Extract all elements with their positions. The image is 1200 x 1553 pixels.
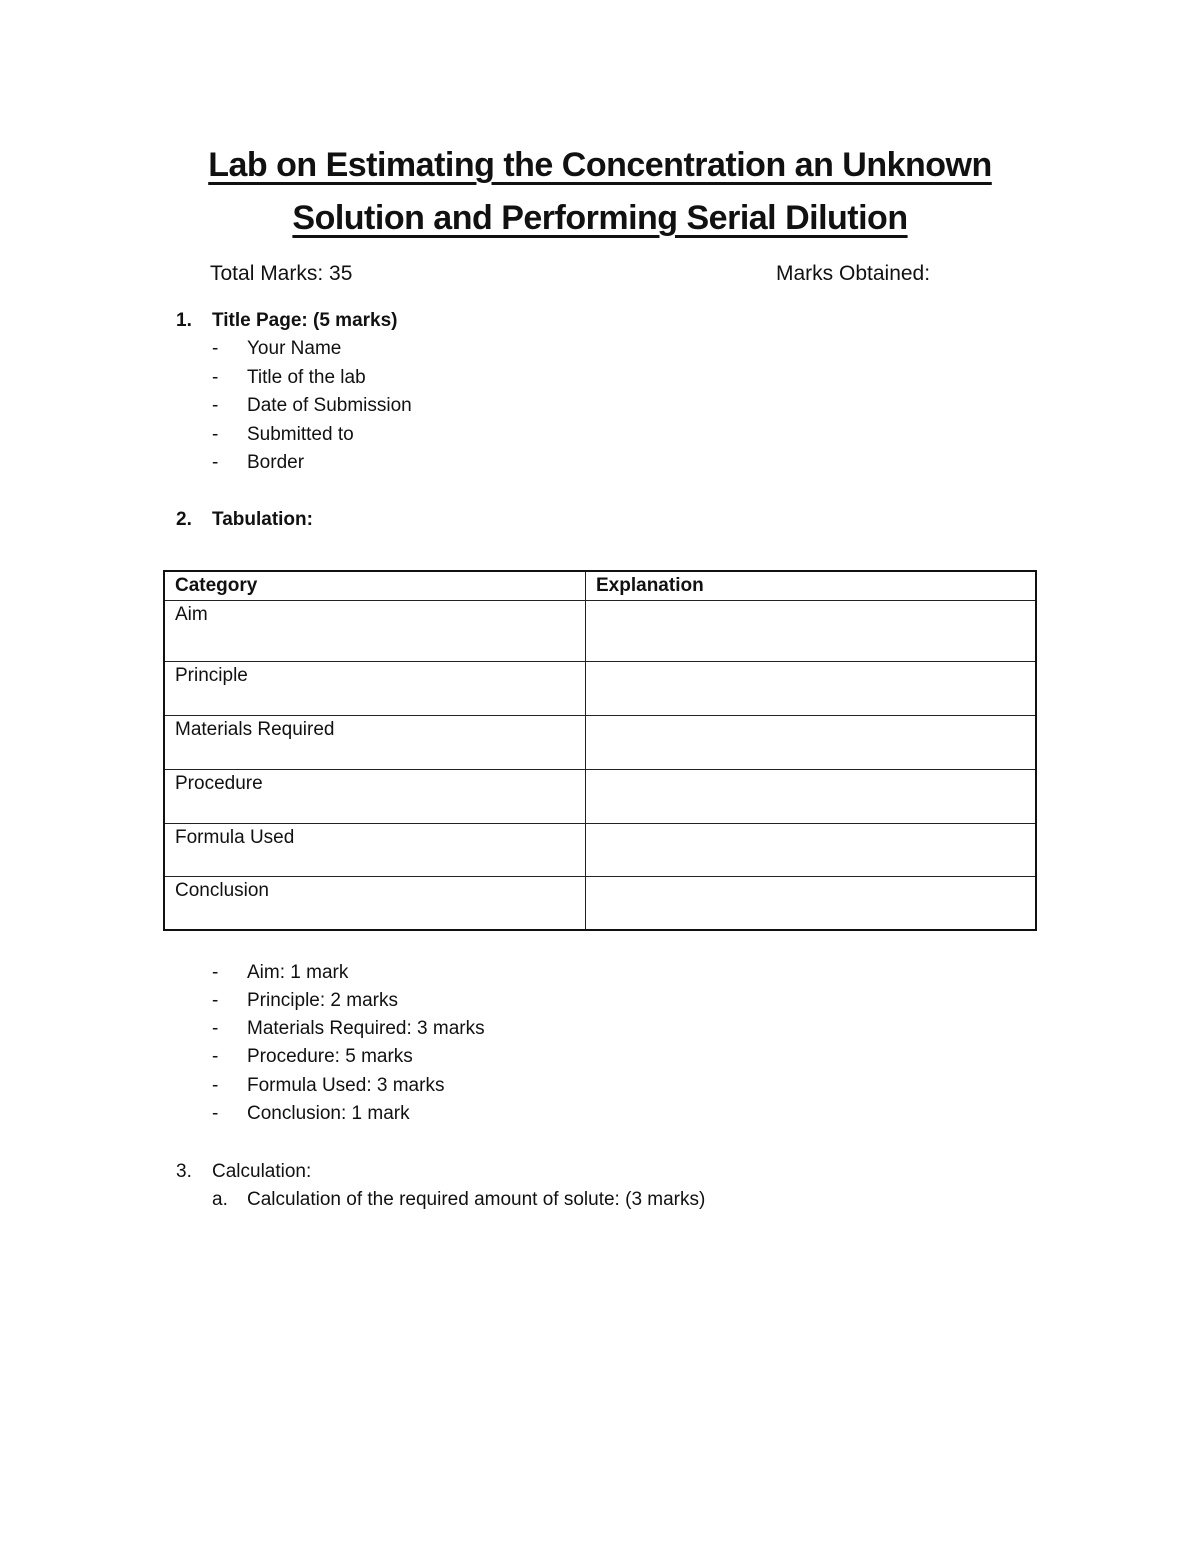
- total-marks: Total Marks: 35: [210, 262, 353, 285]
- table-row: [164, 601, 1036, 662]
- section-3-number: 3.: [176, 1161, 192, 1182]
- table-cell-explanation[interactable]: [586, 824, 1037, 877]
- table-header-row: [164, 571, 1036, 601]
- table-cell-explanation[interactable]: [586, 601, 1037, 662]
- table-cell-category: Conclusion: [164, 877, 586, 930]
- table-row: [164, 770, 1036, 824]
- section-3-title: Calculation:: [212, 1161, 312, 1182]
- table-cell-explanation[interactable]: [586, 877, 1037, 930]
- table-cell-category: Formula Used: [164, 824, 586, 877]
- table-cell-category: Materials Required: [164, 716, 586, 770]
- list-item: - Date of Submission: [212, 395, 412, 416]
- table-cell-category: Aim: [164, 601, 586, 662]
- table-cell-explanation[interactable]: [586, 770, 1037, 824]
- subitem-letter: a.: [212, 1189, 228, 1210]
- document-title-line-2: Solution and Performing Serial Dilution: [292, 199, 908, 237]
- table-cell-explanation[interactable]: [586, 662, 1037, 716]
- table-row: [164, 662, 1036, 716]
- list-item: - Submitted to: [212, 424, 354, 445]
- column-header-category: Category: [164, 571, 586, 601]
- section-1-heading: [176, 310, 398, 332]
- section-2-number: 2.: [176, 509, 192, 530]
- section-3-subitem: [212, 1189, 705, 1211]
- list-item: - Title of the lab: [212, 367, 366, 388]
- table-row: [164, 716, 1036, 770]
- section-2-heading: [176, 509, 313, 531]
- section-1-title: Title Page: (5 marks): [212, 310, 398, 331]
- list-item: - Border: [212, 452, 305, 473]
- tabulation-table: [163, 570, 1037, 931]
- subitem-text: Calculation of the required amount of solute: (3 marks): [247, 1189, 706, 1210]
- document-title-line-1: Lab on Estimating the Concentration an Unknown: [208, 146, 992, 184]
- column-header-explanation: Explanation: [586, 571, 1037, 601]
- list-item: - Procedure: 5 marks: [212, 1046, 413, 1067]
- list-item: - Your Name: [212, 338, 342, 359]
- list-item: - Formula Used: 3 marks: [212, 1075, 445, 1096]
- section-2-title: Tabulation:: [212, 509, 313, 530]
- list-item: - Aim: 1 mark: [212, 962, 349, 983]
- section-1-number: 1.: [176, 310, 192, 331]
- table-cell-category: Procedure: [164, 770, 586, 824]
- marks-obtained: Marks Obtained:: [776, 262, 931, 285]
- table-cell-explanation[interactable]: [586, 716, 1037, 770]
- table-row: [164, 877, 1036, 930]
- list-item: - Materials Required: 3 marks: [212, 1018, 485, 1039]
- list-item: - Principle: 2 marks: [212, 990, 398, 1011]
- table-row: [164, 824, 1036, 877]
- table-cell-category: Principle: [164, 662, 586, 716]
- list-item: - Conclusion: 1 mark: [212, 1103, 410, 1124]
- section-3-heading: [176, 1161, 311, 1183]
